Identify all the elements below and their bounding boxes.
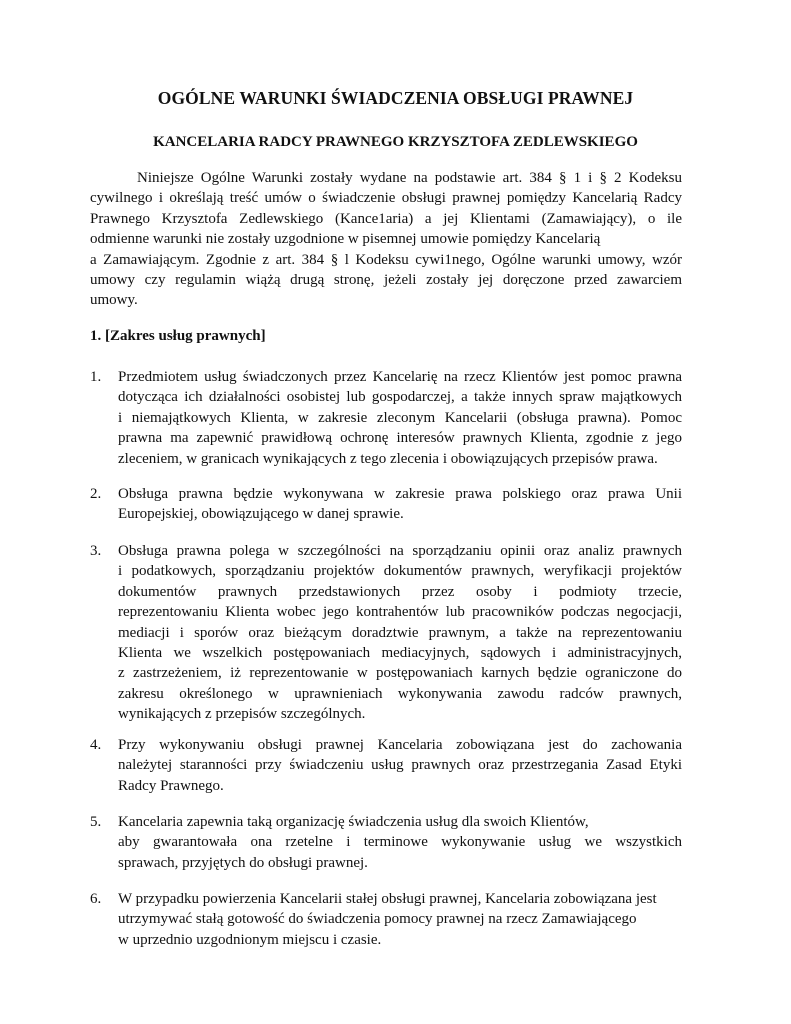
list-item-line: prawna ma zapewnić prawidłową ochronę interesów prawnych Klienta, zgodnie z jego [118,430,682,447]
list-item-text [118,812,682,873]
list-item-line: Klienta we wszelkich postępowaniach mediacyjnych, sądowych i administracyjnych, [118,645,682,662]
list-item-number: 2. [90,486,102,502]
document-subtitle: KANCELARIA RADCY PRAWNEGO KRZYSZTOFA ZEDLEWSKIEGO [153,134,638,150]
section-heading: 1. [Zakres usług prawnych] [90,328,266,344]
list-item-text [118,367,682,469]
list-item-line: Przy wykonywaniu obsługi prawnej Kancelaria zobowiązana jest do zachowania [118,737,682,753]
list-item-line: Obsługa prawna polega w szczególności na sporządzaniu opinii oraz analiz prawnych [118,543,682,559]
list-item-line: Przedmiotem usług świadczonych przez Kancelarię na rzecz Klientów jest pomoc prawna [118,369,682,385]
list-item-line: zleceniem, w granicach wynikających z tego zlecenia i obowiązujących przepisów prawa. [118,450,658,467]
list-item-line: zakresu określonego w uprawnieniach wykonywania zawodu radców prawnych, [118,685,682,702]
list-item-line: i podatkowych, sporządzaniu projektów dokumentów prawnych, weryfikacji projektów [118,563,682,580]
list-item-text [118,735,682,796]
list-item-line: sprawach, przyjętych do obsługi prawnej. [118,854,368,871]
document-title: OGÓLNE WARUNKI ŚWIADCZENIA OBSŁUGI PRAWNEJ [157,88,634,108]
list-item-line: reprezentowaniu Klienta wobec jego kontrahentów lub pracowników podczas negocjacji, [118,604,682,621]
intro-line: cywilnego i określają treść umów o świadczenie obsługi prawnej pomiędzy Kancelarią Radcy [90,190,682,207]
list-item-line: dokumentów prawnych przedstawionych przez osoby i podmioty trzecie, [118,583,682,600]
list-item [90,541,682,725]
intro-paragraph [90,168,682,311]
list-item [90,367,682,469]
intro-line: odmienne warunki nie zostały uzgodnione w pisemnej umowie pomiędzy Kancelarią [90,231,601,248]
list-item-line: z zastrzeżeniem, iż reprezentowanie w postępowaniach karnych będzie ograniczone do [118,665,682,682]
list-item-line: W przypadku powierzenia Kancelarii stałej obsługi prawnej, Kancelaria zobowiązana jest [118,891,657,907]
intro-line: Niniejsze Ogólne Warunki zostały wydane na podstawie art. 384 § 1 i § 2 Kodeksu [137,170,682,186]
list-item-line: Radcy Prawnego. [118,777,224,794]
list-item [90,735,682,796]
list-item-line: i niemajątkowych Klienta, w zakresie zleconym Kancelarii (obsługa prawna). Pomoc [118,409,682,426]
intro-line: umowy czy regulamin wiążą drugą stronę, jeżeli zostały jej doręczone przed zawarciem [90,272,682,289]
list-item-text [118,541,682,725]
list-item-line: wynikających z przepisów szczególnych. [118,706,366,723]
intro-line: Prawnego Krzysztofa Zedlewskiego (Kance1aria) a jej Klientami (Zamawiający), o ile [90,210,682,227]
list-item-number: 5. [90,814,102,830]
list-item-line: Kancelaria zapewnia taką organizację świadczenia usług dla swoich Klientów, [118,814,589,830]
intro-line: umowy. [90,292,138,309]
list-item-number: 3. [90,543,102,559]
list-item-line: utrzymywać stałą gotowość do świadczenia pomocy prawnej na rzecz Zamawiającego [118,911,637,928]
list-item-line: aby gwarantowała ona rzetelne i terminowe wykonywanie usług we wszystkich [118,834,682,851]
list-item-text [118,484,682,525]
list-item [90,812,682,873]
list-item-number: 4. [90,737,102,753]
list-item-text [118,889,682,950]
list-item-line: dotycząca ich działalności osobistej lub gospodarczej, a także innych spraw majątkowych [118,389,682,406]
list-item [90,889,682,950]
list-item-line: mediacji i sporów oraz bieżącym doradztwie prawnym, a także na reprezentowaniu [118,624,682,641]
list-item-line: Europejskiej, obowiązującego w danej sprawie. [118,506,404,523]
list-item-line: należytej staranności przy świadczeniu usług prawnych oraz przestrzegania Zasad Etyki [118,757,682,774]
list-item-number: 1. [90,369,102,385]
list-item-line: Obsługa prawna będzie wykonywana w zakresie prawa polskiego oraz prawa Unii [118,486,682,502]
intro-line: a Zamawiającym. Zgodnie z art. 384 § l Kodeksu cywi1nego, Ogólne warunki umowy, wzór [90,251,682,268]
list-item-line: w uprzednio uzgodnionym miejscu i czasie. [118,931,382,948]
list-item [90,484,682,525]
list-item-number: 6. [90,891,102,907]
